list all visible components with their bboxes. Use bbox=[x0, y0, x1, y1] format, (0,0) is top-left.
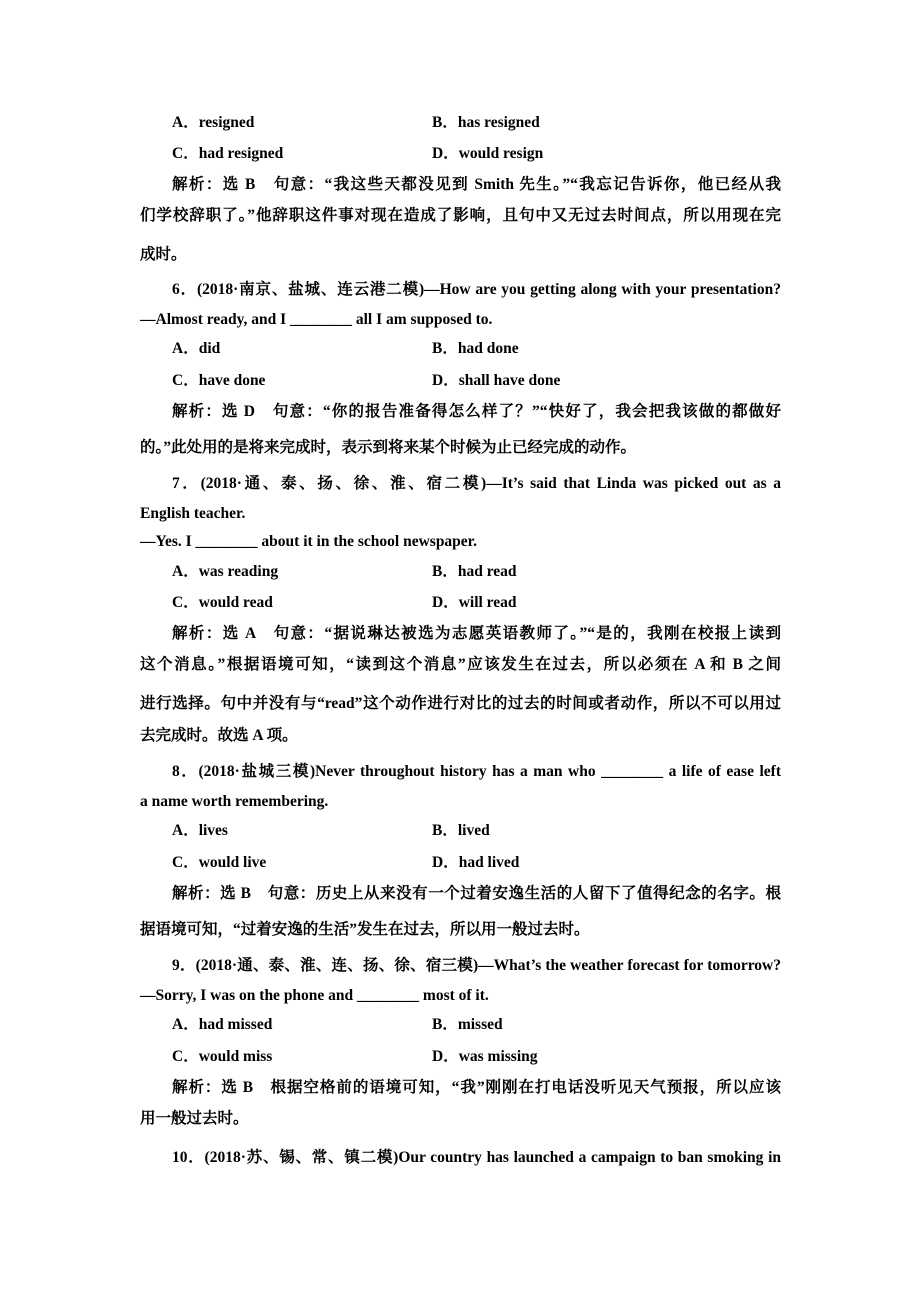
option-d: D．would resign bbox=[432, 145, 544, 162]
analysis-line: 用一般过去时。 bbox=[140, 1110, 249, 1127]
option-c: C．would miss bbox=[172, 1048, 273, 1065]
question-stem: English teacher. bbox=[140, 505, 246, 522]
question-stem: 9．(2018·通、泰、淮、连、扬、徐、宿三模)—What’s the weather forecast for tomorrow? bbox=[172, 957, 781, 974]
option-d: D．had lived bbox=[432, 854, 520, 871]
option-b: B．missed bbox=[432, 1016, 503, 1033]
option-b: B．has resigned bbox=[432, 114, 540, 131]
question-stem: —Sorry, I was on the phone and ________ most of it. bbox=[140, 987, 489, 1004]
option-c: C．would live bbox=[172, 854, 267, 871]
analysis-line: 解析：选 B 根据空格前的语境可知，“我”刚刚在打电话没听见天气预报，所以应该 bbox=[172, 1079, 781, 1096]
option-b: B．had done bbox=[432, 340, 519, 357]
analysis-line: 解析：选 A 句意：“据说琳达被选为志愿英语教师了。”“是的，我刚在校报上读到 bbox=[172, 625, 781, 642]
analysis-line: 的。”此处用的是将来完成时，表示到将来某个时候为止已经完成的动作。 bbox=[140, 439, 637, 456]
analysis-line: 解析：选 B 句意：“我这些天都没见到 Smith 先生。”“我忘记告诉你，他已经从我 bbox=[172, 176, 781, 193]
analysis-line: 们学校辞职了。”他辞职这件事对现在造成了影响，且句中又无过去时间点，所以用现在完 bbox=[140, 207, 781, 224]
question-stem: 7．(2018·通、泰、扬、徐、淮、宿二模)—It’s said that Linda was picked out as a bbox=[172, 475, 781, 492]
option-d: D．shall have done bbox=[432, 372, 561, 389]
option-b: B．had read bbox=[432, 563, 517, 580]
question-stem: 6．(2018·南京、盐城、连云港二模)—How are you getting along with your presentation? bbox=[172, 281, 781, 298]
option-c: C．would read bbox=[172, 594, 273, 611]
analysis-line: 进行选择。句中并没有与“read”这个动作进行对比的过去的时间或者动作，所以不可以用过 bbox=[140, 695, 781, 712]
question-stem: —Almost ready, and I ________ all I am supposed to. bbox=[140, 311, 493, 328]
analysis-line: 去完成时。故选 A 项。 bbox=[140, 727, 298, 744]
option-d: D．will read bbox=[432, 594, 517, 611]
analysis-line: 成时。 bbox=[140, 246, 187, 263]
question-stem: 8．(2018·盐城三模)Never throughout history has a man who ________ a life of ease left bbox=[172, 763, 781, 780]
analysis-line: 解析：选 D 句意：“你的报告准备得怎么样了？”“快好了，我会把我该做的都做好 bbox=[172, 403, 781, 420]
question-stem: —Yes. I ________ about it in the school newspaper. bbox=[140, 533, 478, 550]
option-c: C．have done bbox=[172, 372, 266, 389]
option-c: C．had resigned bbox=[172, 145, 284, 162]
question-stem: 10．(2018·苏、锡、常、镇二模)Our country has launched a campaign to ban smoking in bbox=[172, 1149, 781, 1166]
option-a: A．did bbox=[172, 340, 221, 357]
option-b: B．lived bbox=[432, 822, 490, 839]
analysis-line: 这个消息。”根据语境可知，“读到这个消息”应该发生在过去，所以必须在 A 和 B 之间 bbox=[140, 656, 781, 673]
analysis-line: 据语境可知，“过着安逸的生活”发生在过去，所以用一般过去时。 bbox=[140, 921, 590, 938]
option-a: A．resigned bbox=[172, 114, 255, 131]
option-d: D．was missing bbox=[432, 1048, 538, 1065]
option-a: A．had missed bbox=[172, 1016, 273, 1033]
option-a: A．was reading bbox=[172, 563, 279, 580]
option-a: A．lives bbox=[172, 822, 228, 839]
analysis-line: 解析：选 B 句意：历史上从来没有一个过着安逸生活的人留下了值得纪念的名字。根 bbox=[172, 885, 781, 902]
question-stem: a name worth remembering. bbox=[140, 793, 329, 810]
